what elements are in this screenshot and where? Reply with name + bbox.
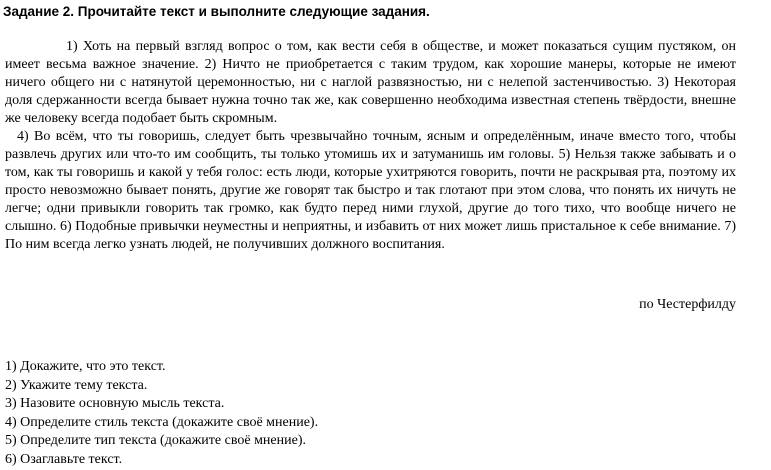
task-list [5,358,318,469]
task-title: Задание 2. Прочитайте текст и выполните следующие задания. [3,4,430,19]
source-text [5,38,736,254]
task-item-1: 1) Докажите, что это текст. [5,359,166,374]
task-item-5: 5) Определите тип текста (докажите своё мнение). [5,433,306,448]
task-item-6: 6) Озаглавьте текст. [5,451,123,467]
paragraph-2: 4) Во всём, что ты говоришь, следует быть чрезвычайно точным, ясным и определённым, иначе вместо того, чтобы развлечь других или что-то им сообщить, ты только утомишь их и затуманишь им головы. 5) Нельзя также забывать и о том, как ты говоришь и какой у тебя голос: есть люди, которые ухитряются говорить, почти не раскрывая рта, поэтому их просто невозможно бывает понять, другие же говорят так быстро и так глотают при этом слова, что понять их ничуть не легче; одни привыкли говорить так громко, как будто перед ними глухой, другие до того тихо, что вообще ничего не слышно. 6) Подобные привычки неуместны и неприятны, и избавить от них может лишь пристальное к себе внимание. 7) По ним всегда легко узнать людей, не получивших должного воспитания. [5,129,736,252]
task-item-2: 2) Укажите тему текста. [5,377,148,393]
task-item-4: 4) Определите стиль текста (докажите своё мнение). [5,414,319,430]
paragraph-1: 1) Хоть на первый взгляд вопрос о том, как вести себя в обществе, и может показаться сущим пустяком, он имеет весьма важное значение. 2) Ничто не приобретается с таким трудом, как хорошие манеры, которые не имеют ничего общего ни с натянутой церемонностью, ни с наглой развязностью, ни с нелепой застенчивостью. 3) Некоторая доля сдержанности всегда бывает нужна точно так же, как совершенно необходима известная степень твёрдости, внешне же человеку всегда подобает быть скромным. [5,39,736,126]
author-attribution: по Честерфилду [639,297,736,312]
task-item-3: 3) Назовите основную мысль текста. [5,396,225,411]
